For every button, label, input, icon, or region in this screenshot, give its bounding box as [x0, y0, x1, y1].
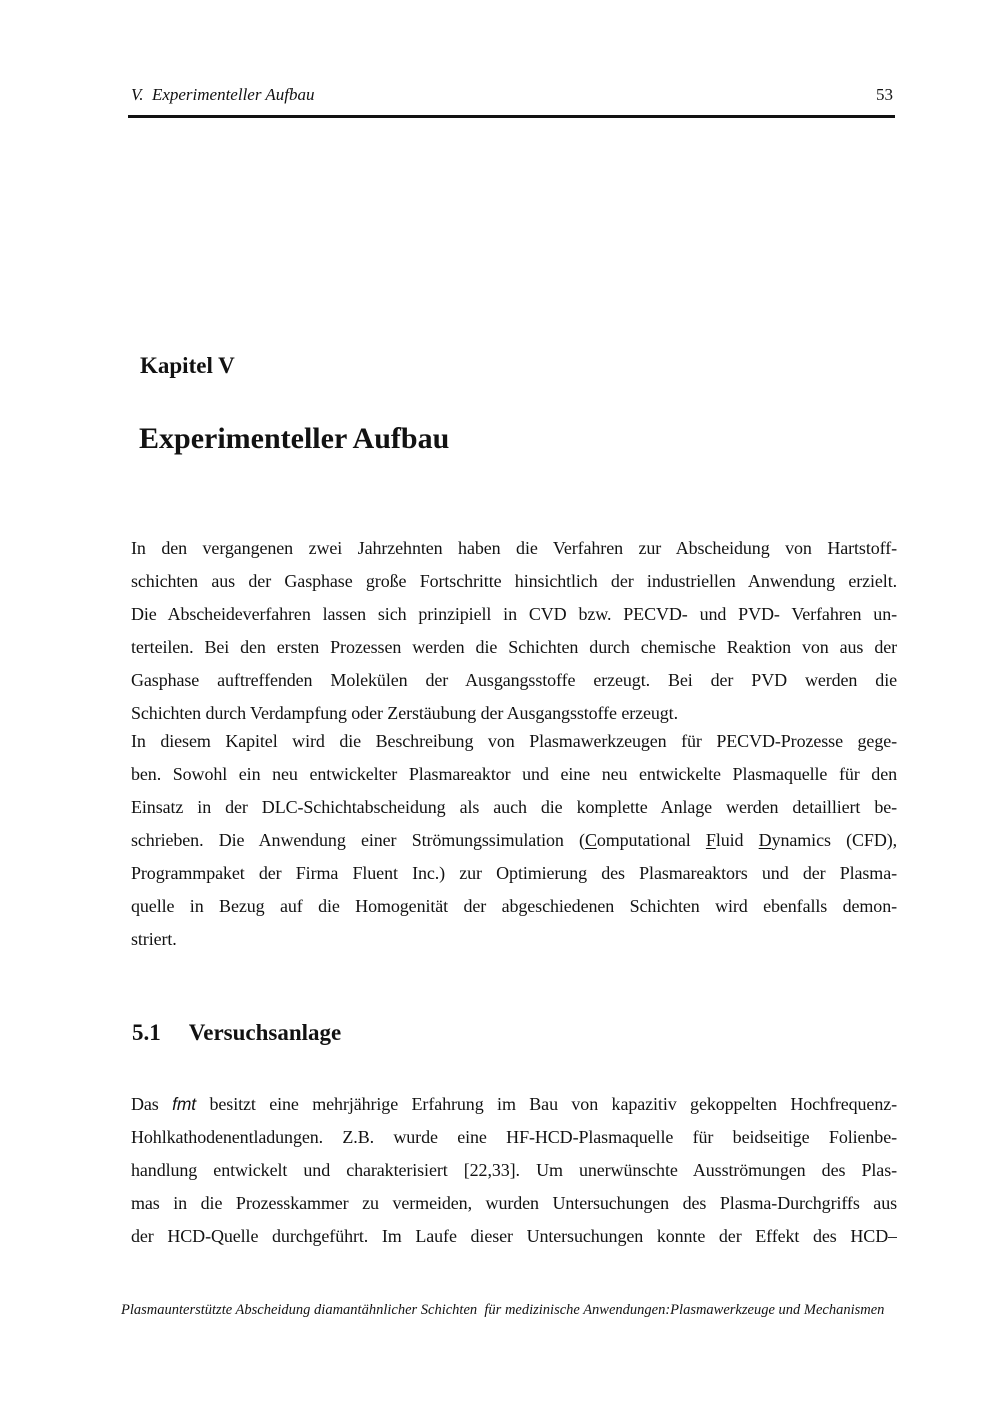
text-segment: Einsatz in der DLC-Schichtabscheidung als auch die komplette Anlage werden detailliert be- [131, 797, 897, 817]
text-line [131, 725, 897, 758]
page-footer: Plasmaunterstützte Abscheidung diamantähnlicher Schichten für medizinische Anwendungen:Plasmawerkzeuge und Mechanismen [121, 1302, 885, 1318]
text-segment: terteilen. Bei den ersten Prozessen werden die Schichten durch chemische Reaktion von aus der [131, 637, 897, 657]
text-line [131, 532, 897, 565]
text-segment: schrieben. Die Anwendung einer Strömungssimulation ( [131, 830, 585, 850]
text-segment: Gasphase auftreffenden Molekülen der Ausgangsstoffe erzeugt. Bei der PVD werden die [131, 670, 897, 690]
text-segment: ben. Sowohl ein neu entwickelter Plasmareaktor und eine neu entwickelte Plasmaquelle für den [131, 764, 897, 784]
text-line [131, 824, 897, 857]
paragraph-intro [131, 532, 897, 730]
text-segment: handlung entwickelt und charakterisiert [22,33]. Um unerwünschte Ausströmungen des Plas- [131, 1160, 897, 1180]
text-line [131, 857, 897, 890]
text-segment: striert. [131, 929, 177, 949]
text-segment: ynamics (CFD), [771, 830, 897, 850]
header-rule [128, 115, 895, 118]
text-segment: schichten aus der Gasphase große Fortschritte hinsichtlich der industriellen Anwendung erzielt. [131, 571, 897, 591]
text-segment: In den vergangenen zwei Jahrzehnten haben die Verfahren zur Abscheidung von Hartstoff- [131, 538, 897, 558]
text-segment: Programmpaket der Firma Fluent Inc.) zur Optimierung des Plasmareaktors und der Plasma- [131, 863, 897, 883]
text-segment: Hohlkathodenentladungen. Z.B. wurde eine HF-HCD-Plasmaquelle für beidseitige Folienbe- [131, 1127, 897, 1147]
text-segment: der HCD-Quelle durchgeführt. Im Laufe dieser Untersuchungen konnte der Effekt des HCD– [131, 1226, 897, 1246]
text-line [131, 923, 897, 956]
text-line [131, 1154, 897, 1187]
paragraph-chapter-overview [131, 725, 897, 956]
text-line [131, 631, 897, 664]
text-segment: Die Abscheideverfahren lassen sich prinzipiell in CVD bzw. PECVD- und PVD- Verfahren un- [131, 604, 897, 624]
institute-abbreviation: fmt [172, 1094, 197, 1114]
section-heading [132, 1019, 341, 1047]
text-line [131, 758, 897, 791]
running-head: V. Experimenteller Aufbau [131, 85, 315, 104]
underlined-letter: D [758, 830, 772, 850]
underlined-letter: F [705, 830, 716, 850]
text-segment: Das [131, 1094, 173, 1114]
text-line [131, 664, 897, 697]
text-segment: In diesem Kapitel wird die Beschreibung von Plasmawerkzeugen für PECVD-Prozesse gege- [131, 731, 897, 751]
chapter-label: Kapitel V [140, 353, 235, 378]
text-segment: luid [715, 830, 759, 850]
chapter-title: Experimenteller Aufbau [139, 422, 450, 455]
page-number: 53 [876, 85, 893, 104]
text-segment: besitzt eine mehrjährige Erfahrung im Bau von kapazitiv gekoppelten Hochfrequenz- [196, 1094, 897, 1114]
text-segment: omputational [596, 830, 706, 850]
text-line [131, 565, 897, 598]
text-line [131, 1121, 897, 1154]
text-segment: Schichten durch Verdampfung oder Zerstäubung der Ausgangsstoffe erzeugt. [131, 703, 678, 723]
underlined-letter: C [584, 830, 597, 850]
page-header [131, 84, 893, 108]
text-line [131, 598, 897, 631]
section-number: 5.1 [132, 1020, 161, 1045]
paragraph-versuchsanlage [131, 1088, 897, 1253]
section-title: Versuchsanlage [188, 1020, 342, 1045]
text-line [131, 890, 897, 923]
text-line [131, 1220, 897, 1253]
text-segment: quelle in Bezug auf die Homogenität der abgeschiedenen Schichten wird ebenfalls demon- [131, 896, 897, 916]
text-segment: mas in die Prozesskammer zu vermeiden, wurden Untersuchungen des Plasma-Durchgriffs aus [131, 1193, 897, 1213]
text-line [131, 791, 897, 824]
text-line [131, 1187, 897, 1220]
text-line [131, 1088, 897, 1121]
